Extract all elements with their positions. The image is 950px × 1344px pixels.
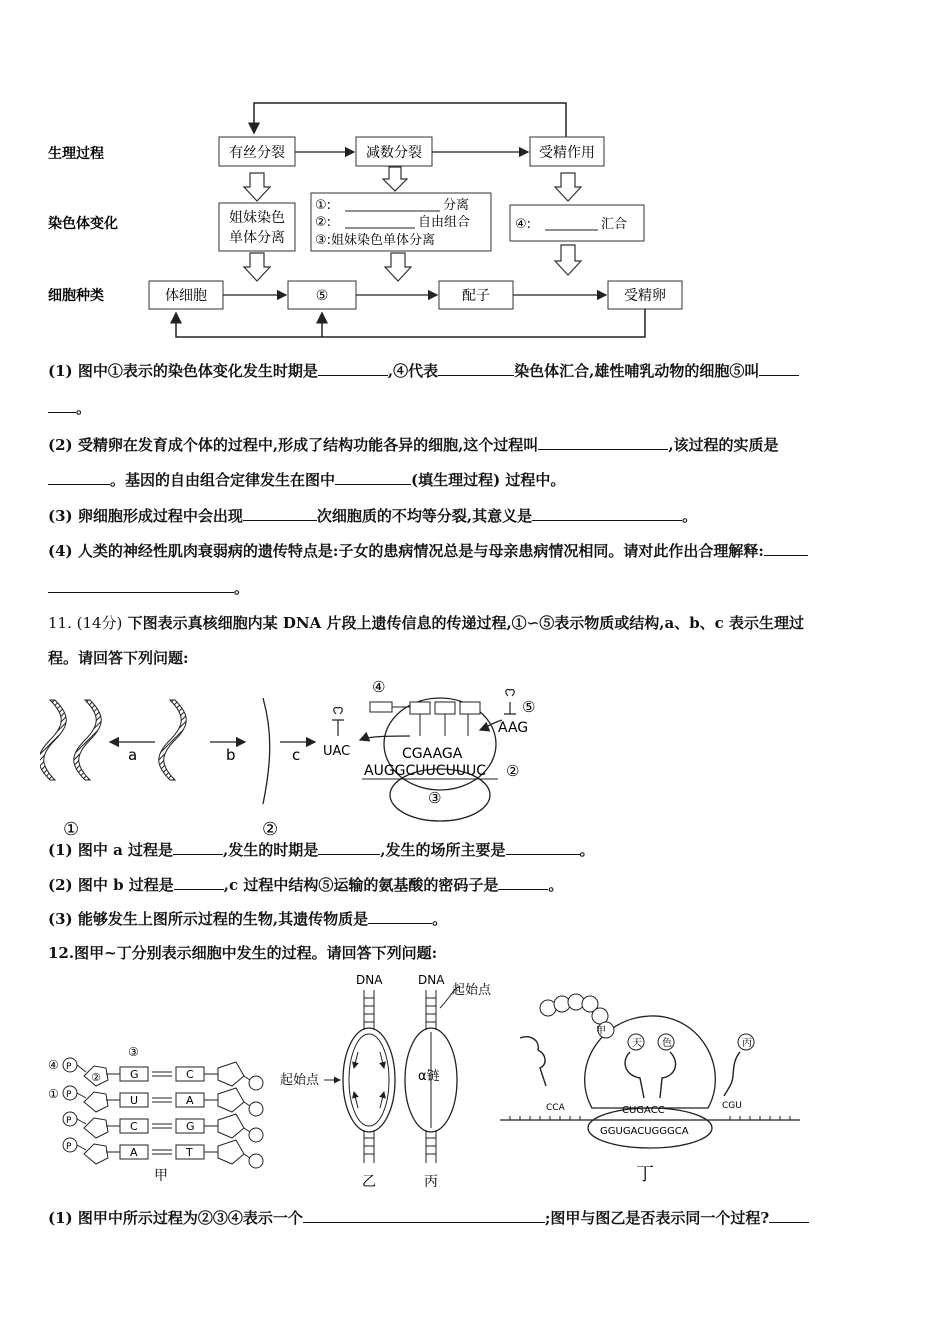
svg-text:自由组合: 自由组合 bbox=[418, 215, 471, 230]
svg-text:CCA: CCA bbox=[546, 1103, 565, 1113]
svg-text:②: ② bbox=[506, 762, 520, 780]
svg-text:DNA: DNA bbox=[418, 973, 445, 987]
svg-text:C: C bbox=[130, 1120, 138, 1133]
svg-text:A: A bbox=[130, 1146, 138, 1159]
svg-text:T: T bbox=[186, 1146, 193, 1159]
svg-text:UAC: UAC bbox=[323, 744, 351, 759]
trna-pair-in-ribosome bbox=[420, 714, 468, 736]
svg-text:③: ③ bbox=[128, 1045, 139, 1059]
q10-part2-cont: 。基因的自由组合定律发生在图中 (填生理过程) 过程中。 bbox=[48, 469, 565, 490]
trna-uac bbox=[332, 707, 344, 736]
label-meiosis: 减数分裂 bbox=[366, 145, 422, 161]
svg-text:a: a bbox=[128, 746, 138, 764]
q10-part2: (2) 受精卵在发育成个体的过程中,形成了结构功能各异的细胞,这个过程叫 ,该过程的实质是 bbox=[48, 436, 779, 454]
mrna-strand bbox=[263, 698, 270, 804]
svg-text:甲: 甲 bbox=[154, 1168, 168, 1184]
q11-part2: (2) 图中 b 过程是 ,c 过程中结构⑤运输的氨基酸的密码子是 。 bbox=[48, 876, 564, 894]
svg-text:单体分离: 单体分离 bbox=[229, 230, 285, 246]
q10-part1-cont: 。 bbox=[48, 397, 91, 418]
label-fertilization: 受精作用 bbox=[539, 145, 595, 161]
q10-part1: (1) 图中①表示的染色体变化发生时期是 ,④代表 染色体汇合,雄性哺乳动物的细胞⑤叫 bbox=[48, 360, 799, 381]
svg-text:汇合: 汇合 bbox=[601, 217, 628, 232]
svg-text:CGAAGA: CGAAGA bbox=[402, 746, 463, 762]
svg-text:C: C bbox=[186, 1068, 194, 1081]
svg-text:丙: 丙 bbox=[742, 1038, 752, 1049]
svg-text:α链: α链 bbox=[418, 1069, 440, 1084]
svg-text:G: G bbox=[186, 1120, 195, 1133]
svg-text:④:: ④: bbox=[515, 217, 532, 232]
figure-yi bbox=[280, 973, 395, 1190]
svg-text:体细胞: 体细胞 bbox=[165, 288, 207, 304]
svg-text:②: ② bbox=[262, 819, 279, 840]
svg-text:丁: 丁 bbox=[636, 1164, 654, 1185]
svg-text:AUGGCUUCUUUC: AUGGCUUCUUUC bbox=[364, 763, 487, 779]
q10-part4-cont: 。 bbox=[48, 577, 249, 598]
q12-figure bbox=[40, 968, 920, 1198]
svg-text:受精卵: 受精卵 bbox=[624, 288, 666, 304]
svg-text:①:: ①: bbox=[315, 198, 332, 213]
svg-text:P: P bbox=[66, 1062, 72, 1072]
svg-text:天: 天 bbox=[632, 1038, 642, 1049]
bottom-loop-arrow bbox=[176, 309, 645, 337]
svg-text:②: ② bbox=[91, 1071, 101, 1084]
q11-stem: 11. (14分) 下图表示真核细胞内某 DNA 片段上遗传信息的传递过程,①∽⑤表示物质或结构,a、b、c 表示生理过 bbox=[48, 614, 805, 632]
svg-text:③:姐妹染色单体分离: ③:姐妹染色单体分离 bbox=[315, 233, 436, 248]
figure-jia bbox=[48, 1045, 263, 1184]
svg-text:DNA: DNA bbox=[356, 973, 383, 987]
svg-text:CUGACC: CUGACC bbox=[622, 1105, 665, 1116]
trna-aag bbox=[504, 689, 516, 714]
svg-text:丙: 丙 bbox=[424, 1174, 438, 1190]
row-label-chromosome: 染色体变化 bbox=[48, 216, 118, 232]
svg-text:U: U bbox=[130, 1094, 139, 1107]
svg-text:乙: 乙 bbox=[362, 1174, 376, 1190]
svg-text:AAG: AAG bbox=[498, 720, 529, 736]
svg-text:c: c bbox=[292, 746, 301, 764]
meiosis-flowchart bbox=[0, 95, 950, 345]
q10-part4: (4) 人类的神经性肌肉衰弱病的遗传特点是:子女的患病情况总是与母亲患病情况相同。请对此作出合理解释: bbox=[48, 540, 808, 561]
svg-text:P: P bbox=[66, 1116, 72, 1126]
label-mitosis: 有丝分裂 bbox=[229, 145, 285, 161]
svg-text:b: b bbox=[226, 746, 236, 764]
q10-part3: (3) 卵细胞形成过程中会出现 次细胞质的不均等分裂,其意义是 。 bbox=[48, 507, 698, 525]
svg-text:P: P bbox=[66, 1090, 72, 1100]
svg-text:②:: ②: bbox=[315, 215, 332, 230]
figure-bing bbox=[405, 973, 492, 1190]
q11-stem-cont: 程。请回答下列问题: bbox=[48, 649, 189, 667]
dna-helix-pair-1 bbox=[40, 700, 101, 780]
svg-text:起始点: 起始点 bbox=[452, 983, 492, 998]
svg-text:④: ④ bbox=[48, 1058, 59, 1072]
q12-stem: 12.图甲~丁分别表示细胞中发生的过程。请回答下列问题: bbox=[48, 944, 438, 962]
svg-text:①: ① bbox=[63, 819, 80, 840]
q12-part1: (1) 图甲中所示过程为②③④表示一个 ;图甲与图乙是否表示同一个过程? bbox=[48, 1207, 809, 1228]
svg-text:A: A bbox=[186, 1094, 194, 1107]
svg-text:G: G bbox=[130, 1068, 139, 1081]
svg-text:④: ④ bbox=[372, 680, 386, 696]
svg-text:CGU: CGU bbox=[722, 1101, 742, 1111]
svg-text:起始点: 起始点 bbox=[280, 1073, 320, 1088]
svg-text:色: 色 bbox=[662, 1038, 672, 1049]
row-label-cell: 细胞种类 bbox=[48, 288, 104, 304]
svg-text:①: ① bbox=[48, 1087, 59, 1101]
svg-text:⑤: ⑤ bbox=[315, 288, 329, 304]
row-label-process: 生理过程 bbox=[48, 146, 104, 162]
q11-part1: (1) 图中 a 过程是 ,发生的时期是 ,发生的场所主要是 。 bbox=[48, 841, 595, 859]
svg-text:姐妹染色: 姐妹染色 bbox=[229, 210, 285, 226]
svg-text:③: ③ bbox=[428, 789, 442, 807]
svg-text:⑤: ⑤ bbox=[522, 698, 536, 716]
q11-figure bbox=[40, 680, 560, 840]
svg-text:GGUGACUGGGCA: GGUGACUGGGCA bbox=[600, 1126, 689, 1137]
svg-text:P: P bbox=[66, 1142, 72, 1152]
dna-helix-single bbox=[159, 700, 187, 780]
q11-part3: (3) 能够发生上图所示过程的生物,其遗传物质是 。 bbox=[48, 910, 448, 928]
svg-text:甲: 甲 bbox=[596, 1026, 606, 1037]
svg-text:分离: 分离 bbox=[443, 198, 470, 213]
figure-ding bbox=[500, 994, 800, 1185]
top-loop-arrow bbox=[254, 103, 566, 137]
svg-text:配子: 配子 bbox=[462, 288, 490, 304]
